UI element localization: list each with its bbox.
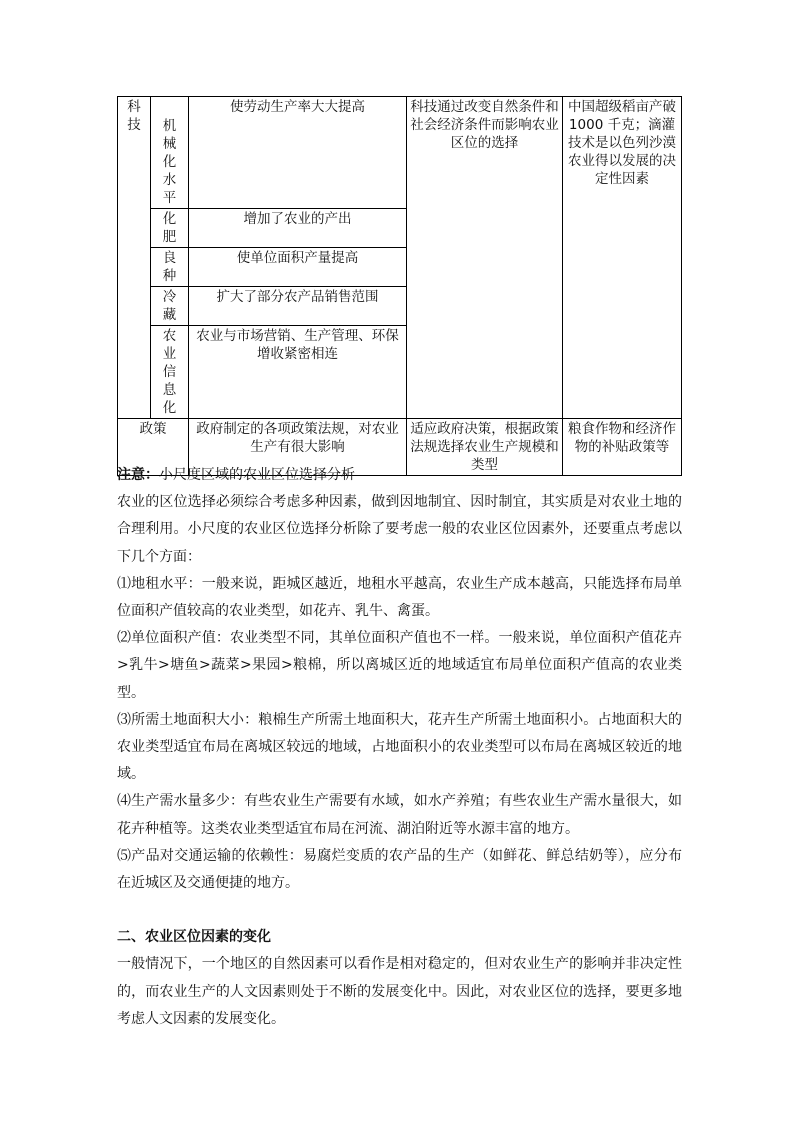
tech-sub-label: 化肥 — [162, 211, 177, 245]
tech-sub-cell — [151, 326, 189, 419]
note-title: 小尺度区域的农业区位选择分析 — [159, 467, 355, 483]
table-row — [118, 97, 682, 209]
policy-category-label: 政策 — [139, 421, 167, 437]
tech-effect-cell — [189, 326, 407, 419]
paragraph: ⑸产品对交通运输的依赖性：易腐烂变质的农产品的生产（如鲜花、鲜总结奶等），应分布在近城区及交通便捷的地方。 — [117, 847, 682, 892]
tech-effect-text: 使劳动生产率大大提高 — [230, 99, 365, 115]
policy-influence-text: 适应政府决策，根据政策法规选择农业生产规模和类型 — [410, 421, 559, 473]
tech-effect-cell — [189, 97, 407, 209]
tech-effect-text: 扩大了部分农产品销售范围 — [216, 289, 379, 305]
tech-sub-cell — [151, 209, 189, 248]
tech-effect-text: 农业与市场营销、生产管理、环保增收紧密相连 — [196, 328, 399, 362]
tech-sub-label: 机械化水平 — [162, 118, 177, 206]
note-line — [117, 462, 682, 489]
tech-category-cell — [118, 97, 151, 419]
policy-example-text: 粮食作物和经济作物的补贴政策等 — [568, 421, 676, 455]
tech-effect-text: 增加了农业的产出 — [243, 211, 352, 227]
paragraph: 农业的区位选择必须综合考虑多种因素，做到因地制宜、因时制宜，其实质是对农业土地的合理利用。小尺度的农业区位选择分析除了要考虑一般的农业区位因素外，还要重点考虑以下几个方面： — [117, 494, 682, 565]
tech-sub-cell — [151, 97, 189, 209]
tech-effect-cell — [189, 209, 407, 248]
tech-sub-cell — [151, 287, 189, 326]
section-paragraph: 一般情况下，一个地区的自然因素可以看作是相对稳定的，但对农业生产的影响并非决定性的，而农业生产的人文因素则处于不断的发展变化中。因此，对农业区位的选择，要更多地考虑人文因素的发展变化。 — [117, 956, 682, 1027]
section-title: 二、农业区位因素的变化 — [117, 929, 271, 946]
tech-effect-cell — [189, 287, 407, 326]
tech-sub-label: 冷藏 — [162, 289, 177, 323]
tech-influence-text: 科技通过改变自然条件和社会经济条件而影响农业区位的选择 — [410, 99, 559, 151]
body-text — [117, 462, 682, 1033]
paragraph: ⑴地租水平：一般来说，距城区越近，地租水平越高，农业生产成本越高，只能选择布局单位面积产值较高的农业类型，如花卉、乳牛、禽蛋。 — [117, 575, 682, 620]
tech-example-text: 中国超级稻亩产破 1000 千克；滴灌技术是以色列沙漠农业得以发展的决定性因素 — [568, 99, 676, 187]
tech-sub-label: 良种 — [162, 250, 177, 284]
tech-influence-cell — [407, 97, 563, 419]
tech-category-label: 科技 — [127, 99, 141, 133]
note-label: 注意： — [117, 467, 159, 483]
tech-effect-cell — [189, 248, 407, 287]
tech-sub-cell — [151, 248, 189, 287]
paragraph: ⑶所需土地面积大小：粮棉生产所需土地面积大，花卉生产所需土地面积小。占地面积大的农业类型适宜布局在离城区较远的地域，占地面积小的农业类型可以布局在离城区较近的地域。 — [117, 711, 682, 783]
tech-example-cell — [563, 97, 682, 419]
policy-effect-text: 政府制定的各项政策法规，对农业生产有很大影响 — [196, 421, 399, 455]
agri-factor-table — [117, 96, 682, 476]
paragraph: ⑷生产需水量多少：有些农业生产需要有水域，如水产养殖；有些农业生产需水量很大，如花卉种植等。这类农业类型适宜布局在河流、湖泊附近等水源丰富的地方。 — [117, 793, 682, 837]
paragraph: ⑵单位面积产值：农业类型不同，其单位面积产值也不一样。一般来说，单位面积产值花卉>乳牛>塘鱼>蔬菜>果园>粮棉，所以离城区近的地域适宜布局单位面积产值高的农业类型。 — [117, 630, 682, 701]
tech-effect-text: 使单位面积产量提高 — [236, 250, 359, 266]
tech-sub-label: 农业信息化 — [162, 328, 177, 416]
